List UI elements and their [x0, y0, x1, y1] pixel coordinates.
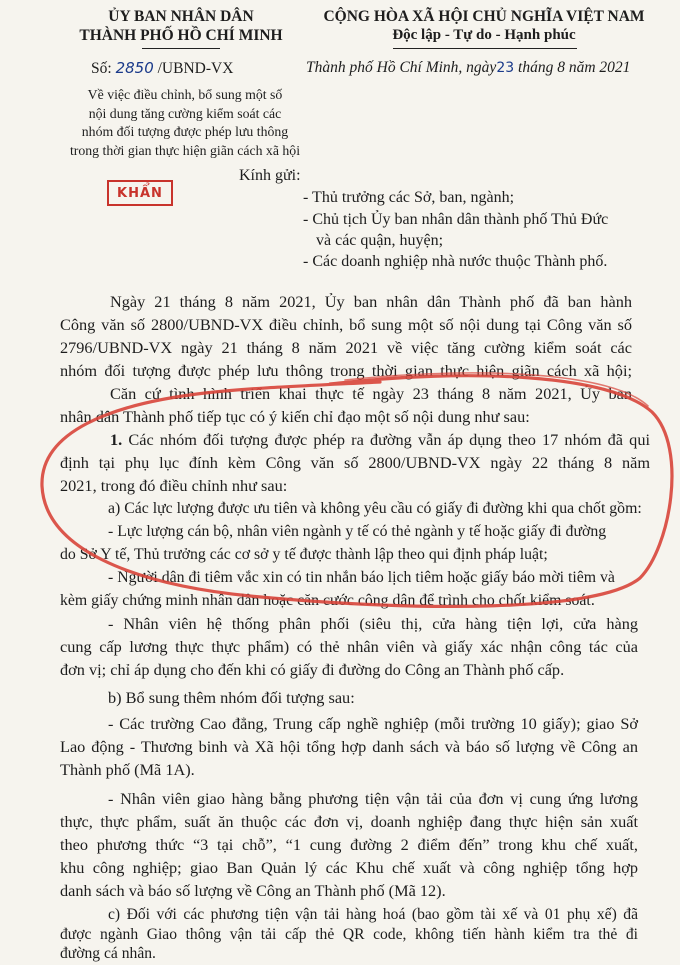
body-line: định tại phụ lục đính kèm Công văn số 2800/UBND-VX ngày 22 tháng 8 năm	[60, 453, 650, 472]
body-line: thực, thực phẩm, suất ăn thuộc các đơn vị, doanh nghiệp đang thực hiện sản xuất	[60, 812, 638, 831]
nation-motto: Độc lập - Tự do - Hạnh phúc	[392, 27, 576, 43]
body-line: Ngày 21 tháng 8 năm 2021, Ủy ban nhân dân Thành phố đã ban hành	[110, 292, 632, 311]
document-number	[91, 59, 233, 78]
body-line: theo phương thức “3 tại chỗ”, “1 cung đường 2 điểm đến” trong khu chế xuất,	[60, 835, 638, 854]
subject-line: Về việc điều chỉnh, bổ sung một số	[87, 87, 283, 102]
body-line: được ngành Giao thông vận tải cấp thẻ QR code, không tiến hành kiểm tra thẻ đi	[60, 926, 638, 943]
body-line: c) Đối với các phương tiện vận tải hàng hoá (bao gồm tài xế và 01 phụ xế) đã	[108, 906, 638, 923]
place-date-suffix: tháng 8 năm 2021	[518, 59, 631, 76]
body-line: nhóm đối tượng được phép lưu thông trong thời gian thực hiện giãn cách xã hội;	[60, 361, 632, 380]
nation-name: CỘNG HÒA XÃ HỘI CHỦ NGHĨA VIỆT NAM	[323, 8, 645, 25]
greeting: Kính gửi:	[239, 167, 301, 184]
body-line: danh sách và báo số lượng về Công an Thành phố (Mã 12).	[60, 881, 446, 900]
body-line: khu công nghiệp; giao Ban Quản lý các Khu chế xuất và công nghiệp tổng hợp	[60, 858, 638, 877]
doc-number-prefix: Số:	[91, 60, 112, 77]
body-line: Công văn số 2800/UBND-VX điều chỉnh, bổ sung một số nội dung tại Công văn số	[60, 315, 632, 334]
body-line: - Nhân viên hệ thống phân phối (siêu thị, cửa hàng tiện lợi, cửa hàng	[108, 614, 638, 633]
item-1-first-line	[110, 428, 650, 451]
subject-line: nội dung tăng cường kiểm soát các	[88, 105, 282, 121]
place-date-prefix: Thành phố Hồ Chí Minh, ngày	[306, 59, 497, 76]
body-line: nhân dân Thành phố tiếp tục có ý kiến chỉ đạo một số nội dung như sau:	[60, 407, 530, 426]
urgent-stamp: KHẨN	[107, 180, 173, 206]
body-line: kèm giấy chứng minh nhân dân hoặc căn cước công dân để trình cho chốt kiểm soát.	[60, 592, 595, 609]
item-b-heading: b) Bổ sung thêm nhóm đối tượng sau:	[108, 688, 355, 707]
org-underline	[142, 48, 220, 49]
place-date-day: 23	[496, 60, 515, 76]
recipient-line: - Thủ trưởng các Sở, ban, ngành;	[303, 189, 515, 206]
body-line: - Nhân viên giao hàng bằng phương tiện vận tải của đơn vị cung ứng lương	[108, 789, 638, 808]
subject-block	[60, 86, 310, 160]
body-line: 2796/UBND-VX ngày 21 tháng 8 năm 2021 về việc tăng cường kiểm soát các	[60, 338, 632, 357]
body-line: đơn vị; chỉ áp dụng cho đến khi có giấy đi đường do Công an Thành phố cấp.	[60, 660, 565, 679]
subject-line: trong thời gian thực hiện giãn cách xã hội	[69, 142, 301, 158]
recipient-line: và các quận, huyện;	[316, 232, 444, 249]
body-line: Thành phố (Mã 1A).	[60, 760, 195, 779]
item-1-number: 1.	[110, 430, 123, 449]
item-a-heading: a) Các lực lượng được ưu tiên và không yêu cầu có giấy đi đường khi qua chốt gồm:	[108, 500, 642, 517]
body-line: 2021, trong đó điều chỉnh như sau:	[60, 476, 288, 495]
body-line: - Lực lượng cán bộ, nhân viên ngành y tế có thẻ ngành y tế hoặc giấy đi đường	[108, 523, 607, 540]
recipient-line: - Chủ tịch Ủy ban nhân dân thành phố Thủ Đức	[303, 211, 609, 228]
motto-underline	[393, 48, 577, 49]
subject-line: nhóm đối tượng được phép lưu thông	[81, 124, 289, 139]
org-name-line1: ỦY BAN NHÂN DÂN	[108, 8, 254, 25]
body-line: - Các trường Cao đẳng, Trung cấp nghề nghiệp (mỗi trường 10 giấy); giao Sở	[108, 714, 638, 733]
body-line: cung cấp lương thực thực phẩm) có thẻ nhân viên và giấy xác nhận công tác của	[60, 637, 638, 656]
body-line: Căn cứ tình hình triển khai thực tế ngày 23 tháng 8 năm 2021, Ủy ban	[110, 384, 632, 403]
body-line: Lao động - Thương binh và Xã hội tổng hợp danh sách và báo số lượng về Công an	[60, 737, 638, 756]
item-1-text: Các nhóm đối tượng được phép ra đường vẫn áp dụng theo 17 nhóm đã qui	[128, 430, 650, 449]
doc-number-suffix: /UBND-VX	[157, 60, 234, 77]
body-line: - Người dân đi tiêm vắc xin có tin nhắn báo lịch tiêm hoặc giấy báo mời tiêm và	[108, 569, 615, 586]
body-line: do Sở Y tế, Thủ trưởng các cơ sở y tế được thành lập theo qui định pháp luật;	[60, 546, 548, 563]
recipient-line: - Các doanh nghiệp nhà nước thuộc Thành phố.	[303, 253, 608, 270]
org-name-line2: THÀNH PHỐ HỒ CHÍ MINH	[79, 27, 283, 44]
body-line: đường cá nhân.	[60, 945, 156, 962]
place-date	[306, 59, 630, 77]
doc-number-handwritten: 2850	[115, 59, 154, 77]
